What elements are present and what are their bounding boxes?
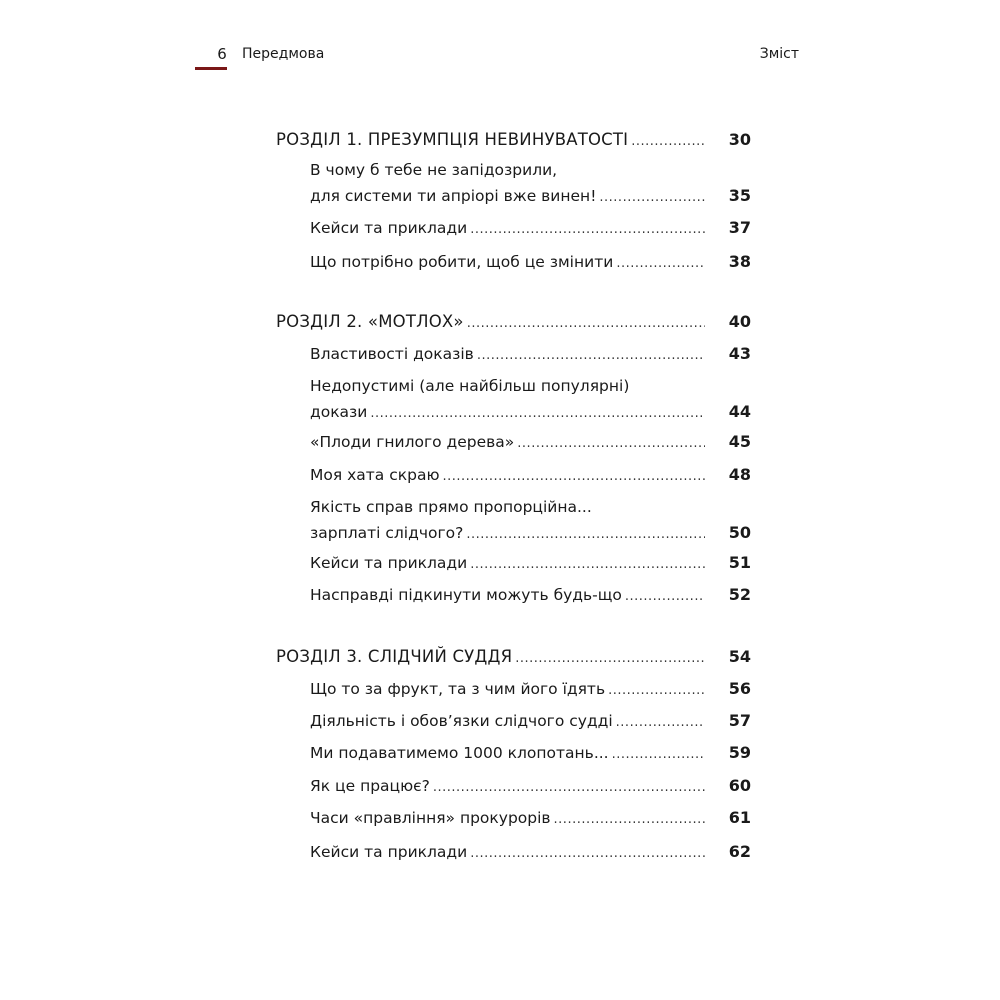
- toc-entry-row: [310, 773, 751, 801]
- page-number-rule: [195, 67, 227, 70]
- toc-entry-row: [310, 429, 751, 457]
- toc-entry-title-line: В чому б тебе не запідозрили,: [310, 161, 558, 179]
- toc-entry-title: РОЗДІЛ 2. «МОТЛОХ»: [276, 312, 464, 331]
- toc-entry-row: [310, 708, 751, 736]
- toc-entry-title: Кейси та приклади: [310, 219, 468, 237]
- toc-page-number: 44: [728, 402, 751, 421]
- toc-entry-title-line: Недопустимі (але найбільш популярні): [310, 377, 630, 395]
- toc-entry-title: Часи «правління» прокурорів: [310, 809, 551, 827]
- toc-entry-title: зарплаті слідчого?: [310, 524, 464, 542]
- toc-entry-title: Ми подаватимемо 1000 клопотань...: [310, 744, 609, 762]
- toc-chapter-entry: [276, 127, 751, 155]
- toc-chapter-entry: [276, 309, 751, 337]
- toc-entry-row: [310, 805, 751, 833]
- toc-section-entry: [310, 462, 751, 490]
- dot-leader: [599, 185, 705, 211]
- toc-entry-row: [276, 309, 751, 337]
- toc-page-number: 54: [728, 647, 751, 666]
- toc-page-number: 62: [728, 842, 751, 861]
- dot-leader: [631, 129, 705, 155]
- toc-section-entry: [310, 839, 751, 867]
- toc-entry-title: Кейси та приклади: [310, 843, 468, 861]
- toc-page-number: 48: [728, 465, 751, 484]
- toc-section-entry: [310, 215, 751, 243]
- toc-entry-title: для системи ти апріорі вже винен!: [310, 187, 597, 205]
- dot-leader: [467, 311, 705, 337]
- toc-entry-row: [310, 249, 751, 277]
- toc-entry-row: [310, 462, 751, 490]
- toc-entry-row: [310, 839, 751, 867]
- toc-entry-title-line: Якість справ прямо пропорційна...: [310, 498, 592, 516]
- dot-leader: [443, 464, 705, 490]
- dot-leader: [466, 522, 705, 548]
- dot-leader: [625, 584, 705, 610]
- toc-page-number: 45: [728, 432, 751, 451]
- dot-leader: [616, 251, 705, 277]
- toc-entry-title: Як це працює?: [310, 777, 430, 795]
- toc-page-number: 56: [728, 679, 751, 698]
- toc-section-entry: [310, 341, 751, 369]
- dot-leader: [554, 807, 705, 833]
- toc-entry-title: Властивості доказів: [310, 345, 474, 363]
- toc-page-number: 52: [728, 585, 751, 604]
- toc-section-entry: [310, 740, 751, 768]
- toc-entry-title: Насправді підкинути можуть будь-що: [310, 586, 622, 604]
- toc-section-entry: [310, 805, 751, 833]
- toc-section-entry: [310, 676, 751, 704]
- toc-page-number: 35: [728, 186, 751, 205]
- toc-entry-row: [310, 520, 751, 548]
- toc-entry-row: [276, 127, 751, 155]
- toc-chapter-entry: [276, 644, 751, 672]
- toc-section-entry: [310, 429, 751, 457]
- toc-page-number: 57: [728, 711, 751, 730]
- toc-entry-title: Кейси та приклади: [310, 554, 468, 572]
- toc-entry-row: [310, 215, 751, 243]
- dot-leader: [370, 401, 705, 427]
- running-title-left: Передмова: [242, 46, 325, 62]
- toc-entry-row: [310, 399, 751, 427]
- toc-section-entry: [310, 582, 751, 610]
- toc-entry-row: [310, 740, 751, 768]
- toc-section-entry: [310, 494, 751, 548]
- toc-page-number: 38: [728, 252, 751, 271]
- dot-leader: [477, 343, 705, 369]
- toc-page-number: 61: [728, 808, 751, 827]
- toc-entry-row: [310, 341, 751, 369]
- toc-entry-row: [310, 582, 751, 610]
- running-title-right: Зміст: [759, 46, 799, 62]
- toc-page-number: 51: [728, 553, 751, 572]
- toc-entry-title: Що потрібно робити, щоб це змінити: [310, 253, 614, 271]
- toc-page-number: 59: [728, 743, 751, 762]
- toc-page-number: 43: [728, 344, 751, 363]
- toc-section-entry: [310, 373, 751, 427]
- toc-section-entry: [310, 249, 751, 277]
- toc-section-entry: [310, 773, 751, 801]
- page-number: 6: [217, 45, 227, 63]
- toc-entry-title: Діяльність і обов’язки слідчого судді: [310, 712, 613, 730]
- toc-section-entry: [310, 550, 751, 578]
- toc-page-number: 50: [728, 523, 751, 542]
- dot-leader: [433, 775, 705, 801]
- toc-page-number: 30: [728, 130, 751, 149]
- dot-leader: [608, 678, 705, 704]
- toc-page-number: 37: [728, 218, 751, 237]
- toc-section-entry: [310, 708, 751, 736]
- dot-leader: [616, 710, 705, 736]
- toc-entry-title: РОЗДІЛ 3. СЛІДЧИЙ СУДДЯ: [276, 647, 513, 666]
- toc-page-number: 60: [728, 776, 751, 795]
- dot-leader: [515, 646, 705, 672]
- toc-section-entry: [310, 157, 751, 211]
- toc-entry-title: докази: [310, 403, 368, 421]
- dot-leader: [470, 552, 705, 578]
- toc-entry-title: Що то за фрукт, та з чим його їдять: [310, 680, 606, 698]
- toc-entry-title: Моя хата скраю: [310, 466, 440, 484]
- toc-entry-title: РОЗДІЛ 1. ПРЕЗУМПЦІЯ НЕВИНУВАТОСТІ: [276, 130, 629, 149]
- toc-entry-row: [310, 676, 751, 704]
- toc-entry-row: [276, 644, 751, 672]
- dot-leader: [612, 742, 705, 768]
- toc-entry-row: [310, 550, 751, 578]
- toc-entry-row: [310, 183, 751, 211]
- dot-leader: [470, 841, 705, 867]
- dot-leader: [517, 431, 705, 457]
- dot-leader: [470, 217, 705, 243]
- page-header: [0, 0, 1000, 80]
- toc-page-number: 40: [728, 312, 751, 331]
- toc-entry-title: «Плоди гнилого дерева»: [310, 433, 515, 451]
